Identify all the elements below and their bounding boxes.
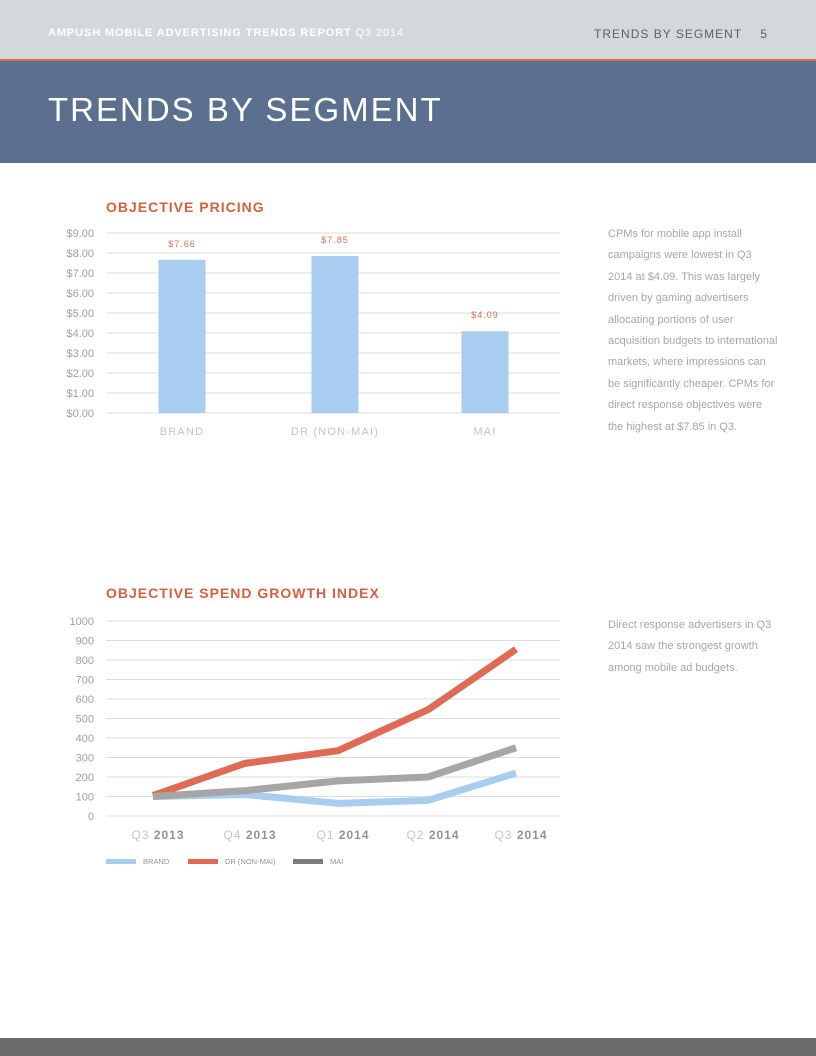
y-tick-label: $0.00	[66, 408, 94, 420]
legend-swatch	[188, 859, 218, 864]
report-title	[48, 27, 404, 39]
footer-bar	[0, 1038, 816, 1056]
growth-line-chart	[40, 610, 580, 875]
x-category-label: Q1 2014	[316, 828, 370, 842]
legend-label: BRAND	[143, 857, 170, 866]
pricing-bar-chart	[40, 222, 580, 447]
x-category-label: Q3 2014	[494, 828, 548, 842]
y-tick-label: $9.00	[66, 228, 94, 240]
bar-value-label: $7.66	[168, 238, 196, 249]
x-category-label: Q4 2013	[223, 828, 277, 842]
bar	[159, 260, 206, 413]
pricing-description: CPMs for mobile app install campaigns were lowest in Q3 2014 at $4.09. This was largely driven by gaming advertisers allocating portions of user acquisition budgets to international markets, where impressions can be significantly cheaper. CPMs for direct response objectives were the highest at $7.85 in Q3.	[608, 228, 778, 433]
y-tick-label: 300	[75, 752, 94, 765]
y-tick-label: 600	[75, 694, 94, 706]
growth-description: Direct response advertisers in Q3 2014 saw the strongest growth among mobile ad budgets.	[608, 619, 772, 674]
x-category-label: BRAND	[159, 426, 205, 438]
y-tick-label: 900	[75, 635, 94, 648]
legend-swatch	[106, 859, 136, 864]
page-title: TRENDS BY SEGMENT	[48, 91, 443, 128]
legend-swatch	[293, 859, 323, 864]
y-tick-label: $1.00	[66, 388, 94, 400]
section-name: TRENDS BY SEGMENT	[594, 27, 742, 41]
y-tick-label: 500	[75, 713, 94, 726]
x-category-label: DR (NON-MAI)	[290, 426, 380, 438]
y-tick-label: 400	[75, 733, 94, 745]
y-tick-label: 200	[75, 772, 94, 784]
pricing-chart-title: OBJECTIVE PRICING	[106, 199, 265, 215]
bar-value-label: $7.85	[321, 235, 349, 245]
y-tick-label: $2.00	[66, 368, 94, 380]
title-band	[0, 61, 816, 163]
page-number: 5	[760, 27, 768, 41]
y-tick-label: 0	[87, 811, 94, 823]
report-period: Q3 2014	[355, 27, 405, 39]
report-name: AMPUSH MOBILE ADVERTISING TRENDS REPORT	[48, 27, 352, 39]
bar	[462, 331, 509, 413]
y-tick-label: $7.00	[66, 268, 94, 280]
y-tick-label: 800	[75, 655, 94, 667]
y-tick-label: $5.00	[66, 308, 94, 320]
y-tick-label: 1000	[69, 616, 94, 628]
series-line	[153, 649, 516, 795]
growth-chart-title: OBJECTIVE SPEND GROWTH INDEX	[106, 585, 380, 601]
legend-label: MAI	[330, 857, 344, 866]
x-category-label: Q3 2013	[131, 828, 185, 842]
y-tick-label: 100	[75, 791, 94, 804]
x-category-label: Q2 2014	[406, 828, 460, 842]
legend-label: DR (NON-MAI)	[225, 857, 276, 866]
running-header	[594, 27, 768, 41]
bar	[312, 256, 359, 413]
y-tick-label: $3.00	[66, 348, 94, 360]
top-header-bar	[0, 0, 816, 59]
y-tick-label: $4.00	[66, 328, 94, 340]
bar-value-label: $4.09	[471, 310, 499, 321]
y-tick-label: $8.00	[66, 248, 94, 260]
y-tick-label: $6.00	[66, 288, 94, 300]
y-tick-label: 700	[75, 674, 94, 687]
x-category-label: MAI	[473, 426, 497, 438]
